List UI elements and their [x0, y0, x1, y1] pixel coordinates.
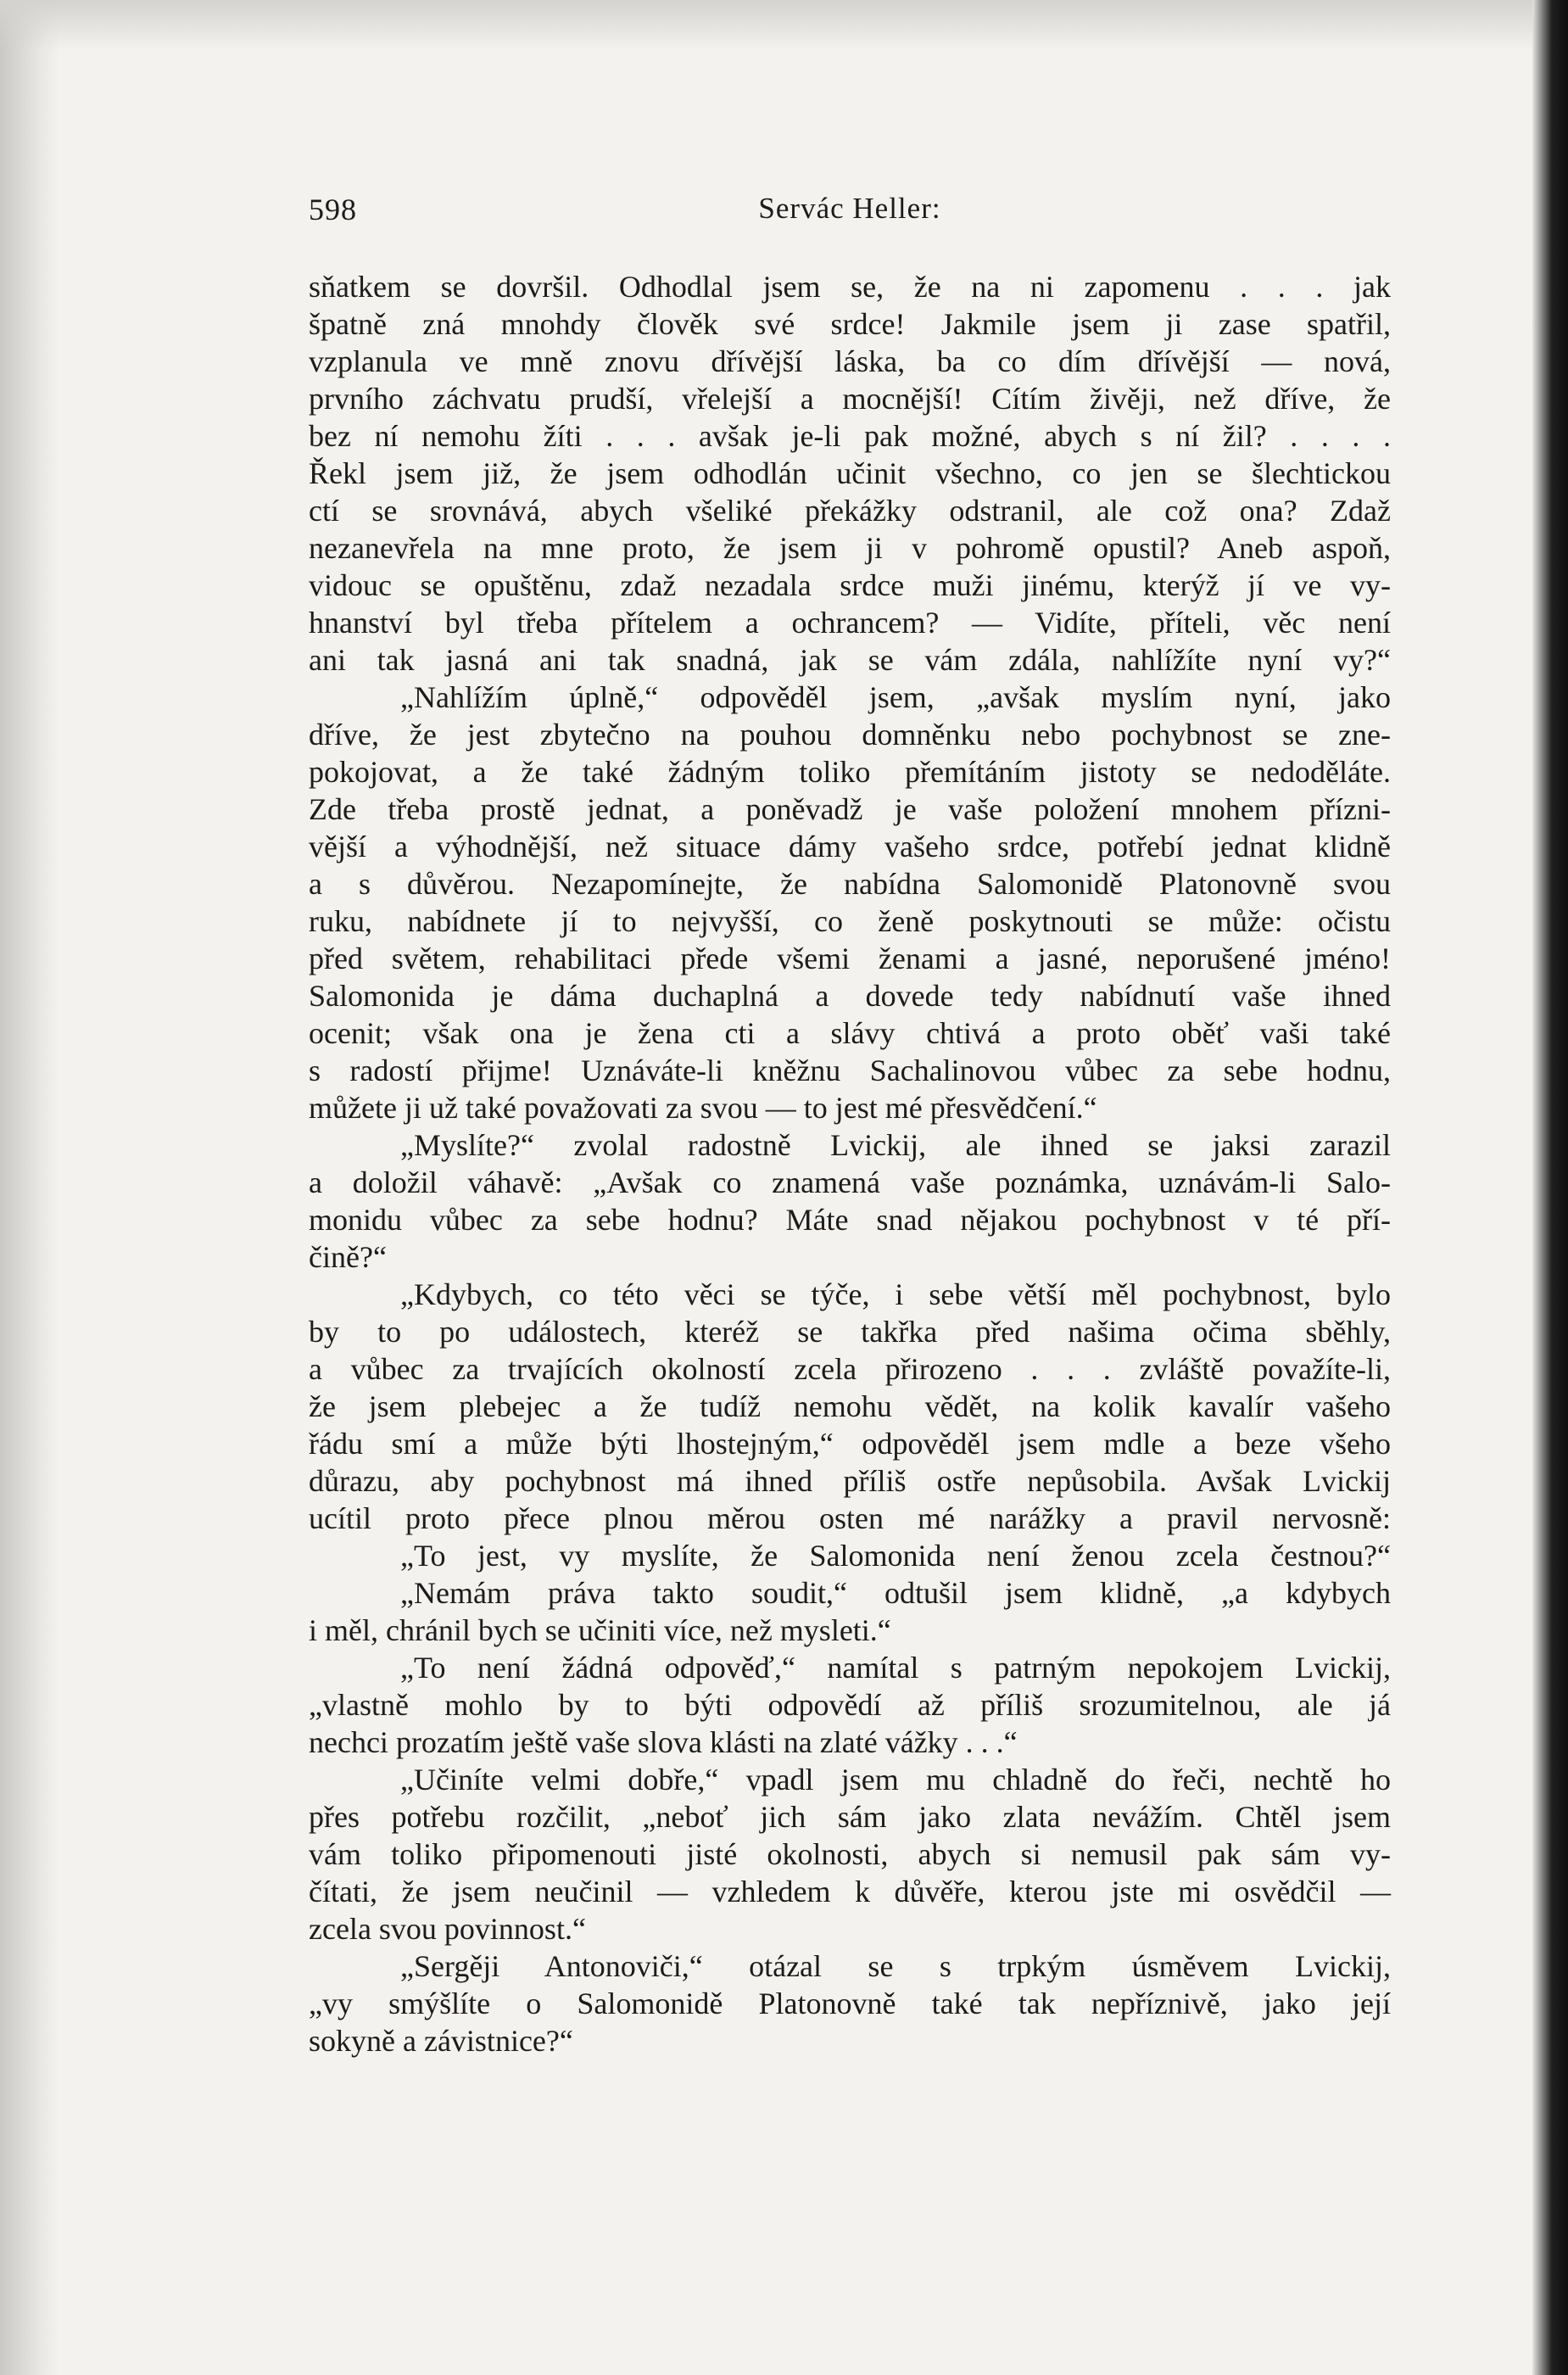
text-line: ctí se srovnává, abych všeliké překážky odstranil, ale což ona? Zdaž [309, 494, 1391, 528]
text-line: vidouc se opuštěnu, zdaž nezadala srdce muži jinému, kterýž jí ve vy- [309, 568, 1391, 602]
text-line: „Nemám práva takto soudit,“ odtušil jsem klidně, „a kdybych [400, 1576, 1391, 1610]
scan-shadow-top [0, 0, 1568, 51]
text-line: nezanevřela na mne proto, že jsem ji v pohromě opustil? Aneb aspoň, [309, 531, 1391, 565]
text-line: bez ní nemohu žíti . . . avšak je-li pak možné, abych s ní žil? . . . . [309, 419, 1391, 453]
text-line: „Učiníte velmi dobře,“ vpadl jsem mu chladně do řeči, nechtě ho [400, 1763, 1391, 1797]
text-line: „Sergěji Antonoviči,“ otázal se s trpkým úsměvem Lvickij, [400, 1949, 1391, 1983]
text-line: s radostí přijme! Uznáváte-li kněžnu Sachalinovou vůbec za sebe hodnu, [309, 1053, 1391, 1087]
text-line: důrazu, aby pochybnost má ihned příliš ostře nepůsobila. Avšak Lvickij [309, 1464, 1391, 1498]
text-line: „vlastně mohlo by to býti odpovědí až příliš srozumitelnou, ale já [309, 1688, 1391, 1722]
body-text [309, 268, 1391, 2059]
text-line: můžete ji už také považovati za svou — to jest mé přesvědčení.“ [309, 1091, 1097, 1125]
running-title: Servác Heller: [758, 192, 941, 225]
text-line: pokojovat, a že také žádným toliko přemítáním jistoty se nedoděláte. [309, 755, 1391, 789]
text-line: „To není žádná odpověď,“ namítal s patrným nepokojem Lvickij, [400, 1651, 1391, 1685]
text-line: monidu vůbec za sebe hodnu? Máte snad nějakou pochybnost v té pří- [309, 1203, 1391, 1237]
text-line: „To jest, vy myslíte, že Salomonida není ženou zcela čestnou?“ [400, 1539, 1391, 1573]
text-line: špatně zná mnohdy člověk své srdce! Jakmile jsem ji zase spatřil, [309, 307, 1391, 341]
text-line: „Nahlížím úplně,“ odpověděl jsem, „avšak myslím nyní, jako [400, 680, 1391, 714]
text-line: řádu smí a může býti lhostejným,“ odpověděl jsem mdle a beze všeho [309, 1427, 1391, 1461]
text-line: „Myslíte?“ zvolal radostně Lvickij, ale ihned se jaksi zarazil [400, 1128, 1391, 1162]
text-line: by to po událostech, kteréž se takřka před našima očima sběhly, [309, 1315, 1391, 1349]
text-line: čině?“ [309, 1240, 387, 1274]
text-line: Salomonida je dáma duchaplná a dovede tedy nabídnutí vaše ihned [309, 979, 1391, 1013]
text-line: že jsem plebejec a že tudíž nemohu vědět, na kolik kavalír vašeho [309, 1389, 1391, 1423]
text-line: Zde třeba prostě jednat, a poněvadž je vaše položení mnohem přízni- [309, 792, 1391, 826]
text-line: vám toliko připomenouti jisté okolnosti, abych si nemusil pak sám vy- [309, 1837, 1391, 1871]
scan-shadow-left [0, 0, 59, 2375]
text-line: hnanství byl třeba přítelem a ochrancem? — Vidíte, příteli, věc není [309, 606, 1391, 640]
text-line: před světem, rehabilitaci přede všemi ženami a jasné, neporušené jméno! [309, 942, 1391, 975]
text-line: i měl, chránil bych se učiniti více, než mysleti.“ [309, 1613, 891, 1647]
text-line: a doložil váhavě: „Avšak co znamená vaše poznámka, uznávám-li Salo- [309, 1165, 1391, 1199]
page-number: 598 [309, 193, 357, 226]
text-line: ocenit; však ona je žena cti a slávy chtivá a proto oběť vaši také [309, 1016, 1391, 1050]
text-line: „vy smýšlíte o Salomonidě Platonovně také tak nepříznivě, jako její [309, 1987, 1391, 2020]
page-header [309, 192, 1391, 232]
text-line: zcela svou povinnost.“ [309, 1912, 586, 1946]
text-line: ucítil proto přece plnou měrou osten mé narážky a pravil nervosně: [309, 1501, 1391, 1535]
text-line: „Kdybych, co této věci se týče, i sebe větší měl pochybnost, bylo [400, 1277, 1391, 1311]
text-line: nechci prozatím ještě vaše slova klásti na zlaté vážky . . .“ [309, 1725, 1018, 1759]
text-line: dříve, že jest zbytečno na pouhou domněnku nebo pochybnost se zne- [309, 718, 1391, 752]
text-line: čítati, že jsem neučinil — vzhledem k důvěře, kterou jste mi osvědčil — [309, 1875, 1391, 1908]
text-line: vzplanula ve mně znovu dřívější láska, ba co dím dřívější — nová, [309, 344, 1391, 378]
text-line: a s důvěrou. Nezapomínejte, že nabídna Salomonidě Platonovně svou [309, 867, 1391, 901]
text-line: sňatkem se dovršil. Odhodlal jsem se, že na ni zapomenu . . . jak [309, 270, 1391, 304]
scan-edge-right [1532, 0, 1568, 2375]
text-line: Řekl jsem již, že jsem odhodlán učinit všechno, co jen se šlechtickou [309, 456, 1391, 490]
text-line: ani tak jasná ani tak snadná, jak se vám zdála, nahlížíte nyní vy?“ [309, 643, 1391, 677]
text-line: vější a výhodnější, než situace dámy vašeho srdce, potřebí jednat klidně [309, 830, 1391, 863]
text-line: prvního záchvatu prudší, vřelejší a mocnější! Cítím živěji, než dříve, že [309, 382, 1391, 416]
text-line: ruku, nabídnete jí to nejvyšší, co ženě poskytnouti se může: očistu [309, 904, 1391, 938]
text-line: sokyně a závistnice?“ [309, 2024, 573, 2058]
text-line: přes potřebu rozčilit, „neboť jich sám jako zlata nevážím. Chtěl jsem [309, 1800, 1391, 1834]
text-line: a vůbec za trvajících okolností zcela přirozeno . . . zvláště považíte-li, [309, 1352, 1391, 1386]
